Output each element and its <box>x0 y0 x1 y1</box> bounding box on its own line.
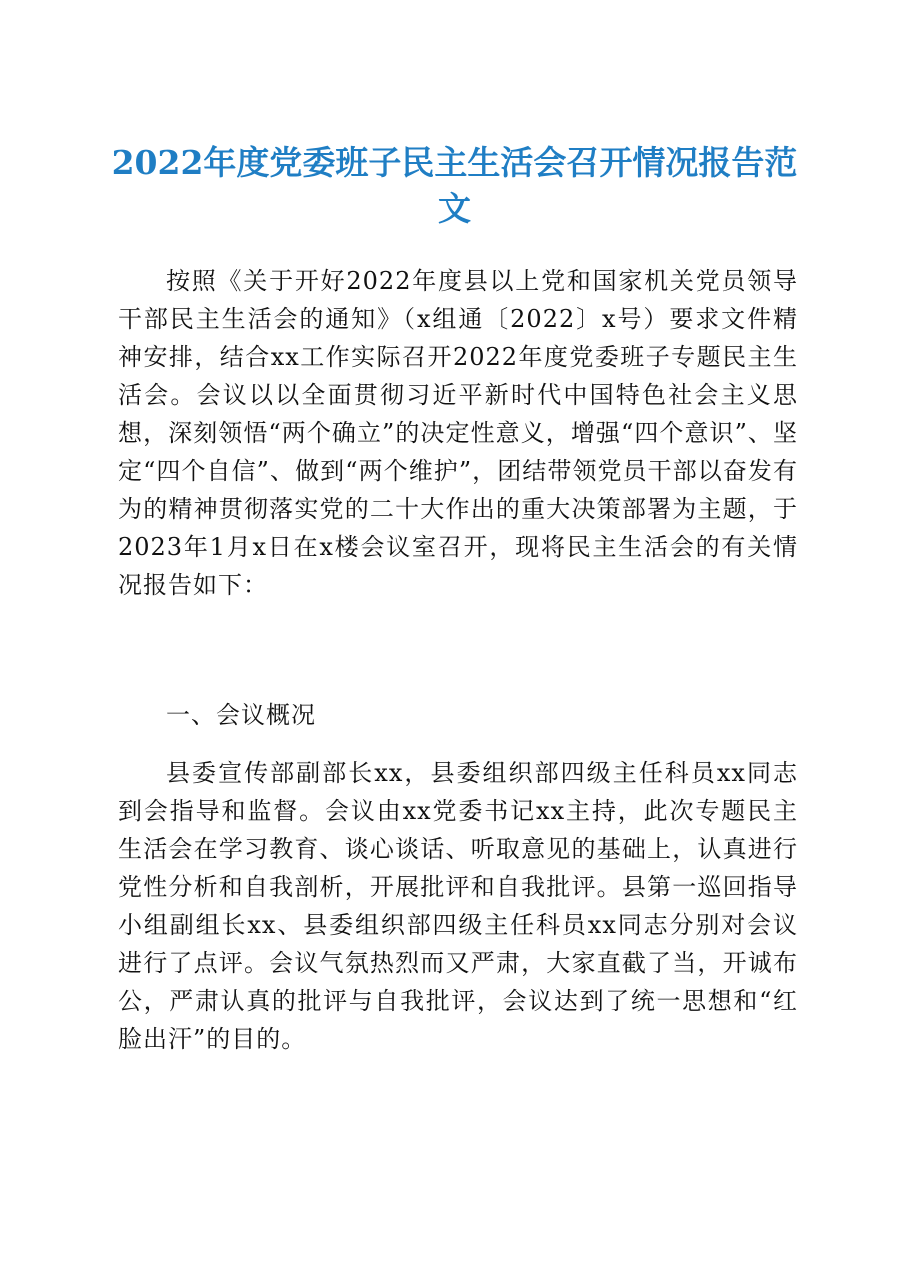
intro-paragraph: 按照《关于开好2022年度县以上党和国家机关党员领导干部民主生活会的通知》（x组通〔2022〕x号）要求文件精神安排，结合xx工作实际召开2022年度党委班子专题民主生活会。会议以以全面贯彻习近平新时代中国特色社会主义思想，深刻领悟“两个确立”的决定性意义，增强“四个意识”、坚定“四个自信”、做到“两个维护”，团结带领党员干部以奋发有为的精神贯彻落实党的二十大作出的重大决策部署为主题，于2023年1月x日在x楼会议室召开，现将民主生活会的有关情况报告如下： <box>118 267 798 599</box>
section-heading: 一、会议概况 <box>166 701 316 729</box>
overview-paragraph: 县委宣传部副部长xx，县委组织部四级主任科员xx同志到会指导和监督。会议由xx党委书记xx主持，此次专题民主生活会在学习教育、谈心谈话、听取意见的基础上，认真进行党性分析和自我剖析，开展批评和自我批评。县第一巡回指导小组副组长xx、县委组织部四级主任科员xx同志分别对会议进行了点评。会议气氛热烈而又严肃，大家直截了当，开诚布公，严肃认真的批评与自我批评，会议达到了统一思想和“红脸出汗”的目的。 <box>118 759 798 1053</box>
document-title: 2022年度党委班子民主生活会召开情况报告范文 <box>111 143 798 228</box>
